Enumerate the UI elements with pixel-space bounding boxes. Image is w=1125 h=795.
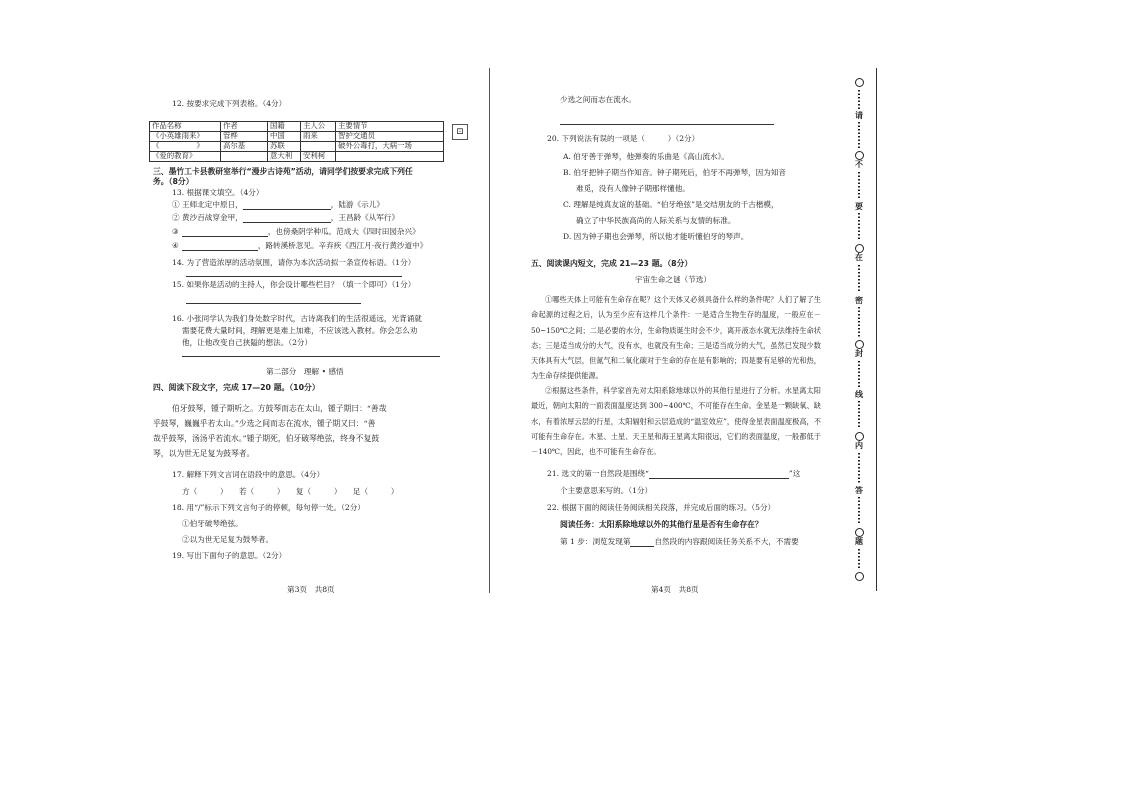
q22-text: 22. 根据下面的阅读任务阅读相关段落，并完成后面的练习。（5分） <box>547 503 776 512</box>
seal-dots <box>858 497 860 525</box>
q18-item-1: ①伯牙破琴绝弦。 <box>182 519 243 528</box>
seal-circle-icon <box>855 340 864 349</box>
answer-blank[interactable] <box>182 227 268 237</box>
q21-post: ”这 <box>788 469 801 478</box>
seal-char: 不 <box>855 160 863 169</box>
table-cell: 智护交通员 <box>336 132 444 142</box>
seal-circle-icon <box>855 572 864 581</box>
article-paragraph-2: ②根据这些条件，科学家首先对太阳系除地球以外的其他行星进行了分析。水星离太阳最近，朝向太阳的一面表面温度达到 300~400℃，不可能存在生命。金星是一颗缺氧、缺水，有着浓厚云层的行星，太阳辐射和云层造成的“温室效应”，使得金星表面温度极高，不可能有生命存在。木星、土星、天王星和海王星离太阳很远，它们的表面温度，一般都低于－140℃，因此，也不可能有生命存在。 <box>531 386 821 457</box>
classical-passage-line: 琴，以为世无足复为鼓琴者。 <box>153 449 255 458</box>
seal-char: 要 <box>855 202 863 211</box>
table-header-cell: 主要情节 <box>336 122 444 132</box>
table-cell: 高尔基 <box>221 142 268 152</box>
step1-post: 自然段的内容跟阅读任务关系不大，不需要 <box>654 537 799 546</box>
q13-item-1 <box>172 200 384 210</box>
seal-char: 内 <box>855 441 863 450</box>
classical-passage-line: 乎鼓琴，巍巍乎若太山。”少选之间而志在流水，锺子期又曰：“善 <box>153 419 376 428</box>
q16-line1: 16. 小张同学认为我们身处数字时代，古诗离我们的生活很遥远，光背诵就 <box>172 314 422 323</box>
seal-char: 答 <box>855 486 863 495</box>
q13-item-4 <box>172 241 427 251</box>
table-cell <box>221 152 268 162</box>
q20-option-b: B. 伯牙把钟子期当作知音。钟子期死后，伯牙不再弹琴，因为知音 <box>563 168 787 177</box>
classical-passage-line: 伯牙鼓琴，锺子期听之。方鼓琴而志在太山，锺子期曰：“善哉 <box>172 404 387 413</box>
q14-text: 14. 为了营造浓厚的活动氛围，请你为本次活动拟一条宣传标语。（1分） <box>172 258 416 267</box>
q21-text <box>547 469 800 479</box>
section4-heading: 四、阅读下段文字，完成 17—20 题。（10分） <box>153 383 320 392</box>
answer-blank[interactable] <box>182 241 258 251</box>
table-cell: 苏联 <box>268 142 301 152</box>
table-cell: 意大利 <box>268 152 301 162</box>
seal-circle-icon <box>855 528 864 537</box>
q20-option-c-cont: 确立了中华民族高尚的人际关系与友情的标准。 <box>576 216 736 225</box>
q13-item-4-post: ，路转溪桥忽见。辛弃疾《西江月·夜行黄沙道中》 <box>257 241 428 250</box>
table-cell: 《爱的教育》 <box>150 152 221 162</box>
page-divider <box>489 68 490 593</box>
seal-circle-icon <box>855 432 864 441</box>
table-header-cell: 作品名称 <box>150 122 221 132</box>
seal-line-strip <box>852 70 868 590</box>
seal-dots <box>858 549 860 569</box>
seal-char: 题 <box>855 537 863 546</box>
answer-blank[interactable] <box>649 469 789 479</box>
answer-blank[interactable] <box>243 200 331 210</box>
seal-circle-icon <box>855 78 864 87</box>
section3-heading: 三、墨竹工卡县教研室举行“漫步古诗苑”活动，请同学们按要求完成下列任 <box>153 167 413 176</box>
classical-passage-line: 哉乎鼓琴，汤汤乎若流水。”锺子期死，伯牙破琴绝弦，终身不复鼓 <box>153 434 380 443</box>
q13-item-3-pre: ③ <box>172 227 179 236</box>
step1-pre: 第 1 步：浏览发现第 <box>560 537 631 546</box>
seal-circle-icon <box>855 244 864 253</box>
page-footer-right: 第4页 共8页 <box>651 585 699 594</box>
q18-item-2: ②以为世无足复为鼓琴者。 <box>182 535 274 544</box>
article-paragraph-1: ①哪些天体上可能有生命存在呢？这个天体又必须具备什么样的条件呢？人们了解了生命起源的过程之后，认为至少应有这样几个条件：一是适合生物生存的温度，一般应在－50~150℃之间；二是必要的水分，生命物质诞生时会不少，离开液态水就无法维持生命状态；三是适当成分的大气，没有水，也就没有生命；三是适当成分的大气，虽然已发现少数天体具有大气层，但氮气和二氧化碳对于生命的存在是有影响的；四是要有足够的光和热，为生命存续提供能源。 <box>531 295 821 381</box>
answer-blank[interactable] <box>243 213 331 223</box>
q13-item-3-post: ，也傍桑阴学种瓜。范成大《四时田园杂兴》 <box>267 227 420 236</box>
table-cell: 破外公毒打，大病一场 <box>336 142 444 152</box>
answer-line[interactable] <box>182 356 440 357</box>
section3-heading-cont: 务。（8分） <box>153 177 194 186</box>
table-cell: 安利柯 <box>301 152 336 162</box>
q20-text: 20. 下列说法有误的一项是（ ）（2分） <box>547 134 700 143</box>
seal-char: 在 <box>855 253 863 262</box>
q18-text: 18. 用“/”标示下列文言句子的停顿，每句停一处。（2分） <box>172 503 365 512</box>
page-footer-left: 第3页 共8页 <box>287 585 335 594</box>
q16-line3: 他，让他改变自己狭隘的想法。（2分） <box>182 338 313 347</box>
table-header-row <box>150 122 444 132</box>
table-cell: 《小英雄雨来》 <box>150 132 221 142</box>
answer-line[interactable] <box>186 276 402 277</box>
answer-line[interactable] <box>560 124 774 125</box>
table-cell: 《 》 <box>150 142 221 152</box>
table-cell <box>301 142 336 152</box>
q13-item-2-post: ，王昌龄《从军行》 <box>330 213 400 222</box>
q20-option-c: C. 理解是纯真友谊的基础。“伯牙绝弦”是交结朋友的千古楷模， <box>563 200 779 209</box>
q12-text: 12. 按要求完成下列表格。（4分） <box>172 99 287 108</box>
seal-char: 请 <box>855 111 863 120</box>
table-row <box>150 132 444 142</box>
table-row <box>150 142 444 152</box>
q13-item-1-post: ，陆游《示儿》 <box>330 200 384 209</box>
table-cell: 中国 <box>268 132 301 142</box>
q13-item-1-pre: ① 王师北定中原日， <box>172 200 243 209</box>
q13-item-2-pre: ② 黄沙百战穿金甲， <box>172 213 243 222</box>
q13-item-4-pre: ④ <box>172 241 179 250</box>
q13-item-2 <box>172 213 399 223</box>
table-header-cell: 主人公 <box>301 122 336 132</box>
q20-option-b-cont: 难觅，没有人像钟子期那样懂他。 <box>576 184 690 193</box>
seal-dots <box>858 307 860 337</box>
table-header-cell: 国籍 <box>268 122 301 132</box>
binding-line <box>876 68 877 591</box>
answer-line[interactable] <box>186 303 361 304</box>
step1-text <box>560 537 799 547</box>
q21-pre: 21. 选文的第一自然段是围绕“ <box>547 469 649 478</box>
section5-heading: 五、阅读课内短文，完成 21—23 题。（8分） <box>531 259 693 268</box>
article-title: 宇宙生命之谜（节选） <box>635 275 711 284</box>
q16-line2: 需要花费大量时间，理解更是难上加难，不应该选入教材。你会怎么劝 <box>182 326 418 335</box>
seal-dots <box>858 213 860 241</box>
reading-task: 阅读任务：太阳系除地球以外的其他行星是否有生命存在？ <box>560 520 763 529</box>
q20-option-a: A. 伯牙善于弹琴，他弹奏的乐曲是《高山流水》。 <box>563 152 729 161</box>
q17-words: 方（ ） 若（ ） 复（ ） 足（ ） <box>182 487 399 496</box>
seal-char: 封 <box>855 349 863 358</box>
passage-continuation: 少选之间而志在流水。 <box>560 95 636 104</box>
works-table <box>149 121 444 162</box>
table-cell: 雨来 <box>301 132 336 142</box>
seal-dots <box>858 453 860 483</box>
q19-text: 19. 写出下面句子的意思。（2分） <box>172 551 287 560</box>
table-cell: 管桦 <box>221 132 268 142</box>
table-cell <box>336 152 444 162</box>
table-header-cell: 作者 <box>221 122 268 132</box>
q13-item-3 <box>172 227 420 237</box>
q15-text: 15. 如果你是活动的主持人，你会设计哪些栏目？（填一个即可）（1分） <box>172 280 416 289</box>
q13-text: 13. 根据课文填空。（4分） <box>172 188 264 197</box>
seal-char: 密 <box>855 296 863 305</box>
answer-blank[interactable] <box>630 537 654 547</box>
seal-dots <box>858 401 860 429</box>
seal-circle-icon <box>855 151 864 160</box>
seal-dots <box>858 90 860 110</box>
seal-char: 线 <box>855 390 863 399</box>
q17-text: 17. 解释下列文言词在语段中的意思。（4分） <box>172 470 325 479</box>
part2-heading: 第二部分 理解 • 感悟 <box>266 367 344 376</box>
seal-dots <box>858 122 860 148</box>
q20-option-d: D. 因为钟子期也会弹琴，所以他才能听懂伯牙的琴声。 <box>563 232 749 241</box>
seal-dots <box>858 361 860 387</box>
q21-text-cont: 个主要意思来写的。（1分） <box>560 486 653 495</box>
seal-dots <box>858 265 860 293</box>
table-row <box>150 152 444 162</box>
seal-dots <box>858 172 860 200</box>
scan-icon: ⊡ <box>452 124 468 140</box>
